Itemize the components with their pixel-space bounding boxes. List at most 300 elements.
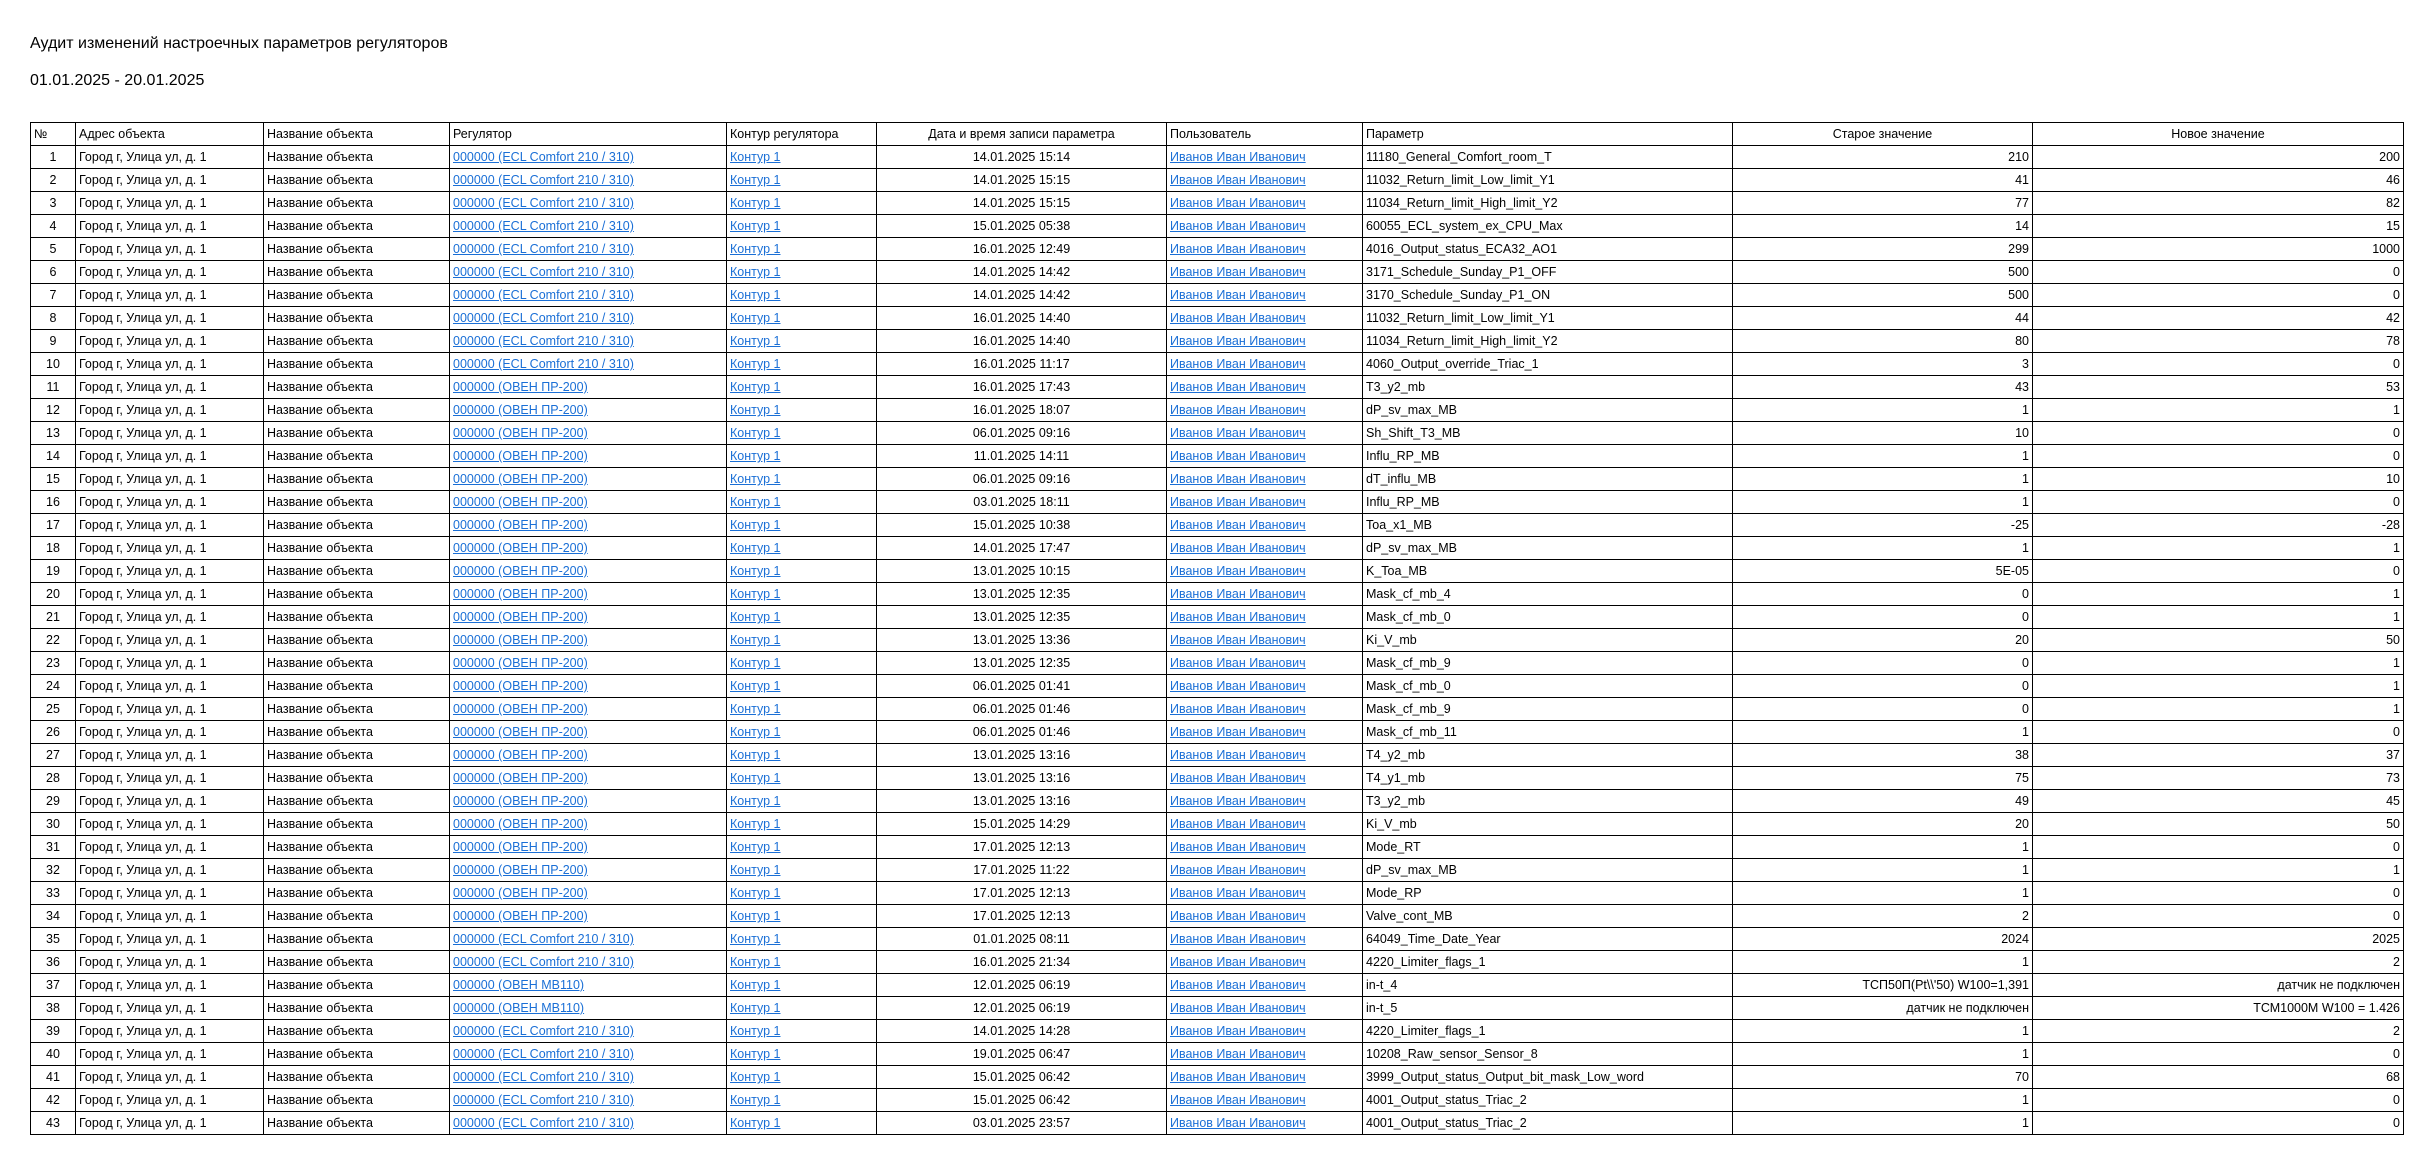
contour-link[interactable]: Контур 1 (730, 587, 781, 601)
contour-link[interactable]: Контур 1 (730, 426, 781, 440)
regulator-link[interactable]: 000000 (ОВЕН ПР-200) (453, 426, 588, 440)
contour-link[interactable]: Контур 1 (730, 840, 781, 854)
user-link[interactable]: Иванов Иван Иванович (1170, 541, 1306, 555)
regulator-link[interactable]: 000000 (ОВЕН ПР-200) (453, 909, 588, 923)
new-value-cell: 1 (2033, 652, 2404, 675)
regulator-link[interactable]: 000000 (ОВЕН ПР-200) (453, 472, 588, 486)
object-address-cell: Город г, Улица ул, д. 1 (76, 951, 264, 974)
contour-link-cell (727, 606, 877, 629)
regulator-link[interactable]: 000000 (ECL Comfort 210 / 310) (453, 955, 634, 969)
contour-link[interactable]: Контур 1 (730, 1070, 781, 1084)
user-link-cell (1167, 790, 1363, 813)
user-link[interactable]: Иванов Иван Иванович (1170, 495, 1306, 509)
user-link[interactable]: Иванов Иван Иванович (1170, 265, 1306, 279)
object-address-cell: Город г, Улица ул, д. 1 (76, 353, 264, 376)
regulator-link[interactable]: 000000 (ECL Comfort 210 / 310) (453, 219, 634, 233)
report-title: Аудит изменений настроечных параметров регуляторов (30, 35, 448, 52)
contour-link[interactable]: Контур 1 (730, 886, 781, 900)
row-number-cell: 29 (31, 790, 76, 813)
regulator-link[interactable]: 000000 (ECL Comfort 210 / 310) (453, 1047, 634, 1061)
regulator-link-cell (450, 675, 727, 698)
object-name-cell: Название объекта (264, 560, 450, 583)
regulator-link[interactable]: 000000 (ECL Comfort 210 / 310) (453, 334, 634, 348)
user-link[interactable]: Иванов Иван Иванович (1170, 357, 1306, 371)
old-value-cell: 38 (1733, 744, 2033, 767)
user-link[interactable]: Иванов Иван Иванович (1170, 863, 1306, 877)
record-datetime-cell: 14.01.2025 15:15 (877, 192, 1167, 215)
contour-link[interactable]: Контур 1 (730, 219, 781, 233)
object-address-cell: Город г, Улица ул, д. 1 (76, 1020, 264, 1043)
contour-link[interactable]: Контур 1 (730, 794, 781, 808)
object-name-cell: Название объекта (264, 744, 450, 767)
user-link-cell (1167, 882, 1363, 905)
regulator-link[interactable]: 000000 (ECL Comfort 210 / 310) (453, 288, 634, 302)
table-row (31, 882, 2404, 905)
regulator-link[interactable]: 000000 (ECL Comfort 210 / 310) (453, 1024, 634, 1038)
regulator-link[interactable]: 000000 (ОВЕН ПР-200) (453, 541, 588, 555)
contour-link[interactable]: Контур 1 (730, 472, 781, 486)
regulator-link[interactable]: 000000 (ECL Comfort 210 / 310) (453, 311, 634, 325)
contour-link-cell (727, 215, 877, 238)
contour-link[interactable]: Контур 1 (730, 196, 781, 210)
user-link[interactable]: Иванов Иван Иванович (1170, 587, 1306, 601)
user-link[interactable]: Иванов Иван Иванович (1170, 242, 1306, 256)
contour-link[interactable]: Контур 1 (730, 1093, 781, 1107)
object-name-cell: Название объекта (264, 537, 450, 560)
new-value-cell: 37 (2033, 744, 2404, 767)
contour-link-cell (727, 859, 877, 882)
user-link[interactable]: Иванов Иван Иванович (1170, 909, 1306, 923)
contour-link[interactable]: Контур 1 (730, 1001, 781, 1015)
regulator-link[interactable]: 000000 (ОВЕН ПР-200) (453, 495, 588, 509)
object-name-cell: Название объекта (264, 261, 450, 284)
record-datetime-cell: 11.01.2025 14:11 (877, 445, 1167, 468)
contour-link-cell (727, 146, 877, 169)
user-link-cell (1167, 583, 1363, 606)
object-name-cell: Название объекта (264, 169, 450, 192)
contour-link-cell (727, 468, 877, 491)
old-value-cell: 1 (1733, 491, 2033, 514)
old-value-cell: 70 (1733, 1066, 2033, 1089)
user-link-cell (1167, 330, 1363, 353)
contour-link[interactable]: Контур 1 (730, 633, 781, 647)
user-link-cell (1167, 560, 1363, 583)
table-row (31, 307, 2404, 330)
object-address-cell: Город г, Улица ул, д. 1 (76, 1043, 264, 1066)
contour-link[interactable]: Контур 1 (730, 541, 781, 555)
contour-link-cell (727, 1112, 877, 1135)
regulator-link[interactable]: 000000 (ECL Comfort 210 / 310) (453, 357, 634, 371)
user-link-cell (1167, 813, 1363, 836)
row-number-cell: 20 (31, 583, 76, 606)
table-row (31, 928, 2404, 951)
user-link[interactable]: Иванов Иван Иванович (1170, 173, 1306, 187)
user-link-cell (1167, 537, 1363, 560)
contour-link[interactable]: Контур 1 (730, 610, 781, 624)
contour-link[interactable]: Контур 1 (730, 656, 781, 670)
parameter-name-cell: Ki_V_mb (1363, 813, 1733, 836)
parameter-name-cell: 11032_Return_limit_Low_limit_Y1 (1363, 307, 1733, 330)
table-row (31, 744, 2404, 767)
regulator-link-cell (450, 997, 727, 1020)
table-row (31, 836, 2404, 859)
contour-link[interactable]: Контур 1 (730, 978, 781, 992)
user-link-cell (1167, 146, 1363, 169)
new-value-cell: 0 (2033, 905, 2404, 928)
new-value-cell: 1 (2033, 583, 2404, 606)
table-row (31, 767, 2404, 790)
user-link[interactable]: Иванов Иван Иванович (1170, 656, 1306, 670)
contour-link[interactable]: Контур 1 (730, 771, 781, 785)
record-datetime-cell: 16.01.2025 17:43 (877, 376, 1167, 399)
user-link[interactable]: Иванов Иван Иванович (1170, 311, 1306, 325)
object-address-cell: Город г, Улица ул, д. 1 (76, 767, 264, 790)
user-link[interactable]: Иванов Иван Иванович (1170, 472, 1306, 486)
object-address-cell: Город г, Улица ул, д. 1 (76, 698, 264, 721)
header-new-value: Новое значение (2033, 123, 2404, 146)
user-link[interactable]: Иванов Иван Иванович (1170, 288, 1306, 302)
parameter-name-cell: Mask_cf_mb_9 (1363, 698, 1733, 721)
user-link[interactable]: Иванов Иван Иванович (1170, 403, 1306, 417)
old-value-cell: 44 (1733, 307, 2033, 330)
regulator-link[interactable]: 000000 (ОВЕН ПР-200) (453, 725, 588, 739)
regulator-link[interactable]: 000000 (ОВЕН ПР-200) (453, 679, 588, 693)
table-row (31, 146, 2404, 169)
user-link[interactable]: Иванов Иван Иванович (1170, 978, 1306, 992)
contour-link[interactable]: Контур 1 (730, 932, 781, 946)
regulator-link[interactable]: 000000 (ECL Comfort 210 / 310) (453, 1070, 634, 1084)
user-link-cell (1167, 698, 1363, 721)
user-link[interactable]: Иванов Иван Иванович (1170, 932, 1306, 946)
table-row (31, 790, 2404, 813)
regulator-link-cell (450, 951, 727, 974)
regulator-link[interactable]: 000000 (ECL Comfort 210 / 310) (453, 265, 634, 279)
old-value-cell: 1 (1733, 951, 2033, 974)
user-link-cell (1167, 629, 1363, 652)
object-address-cell: Город г, Улица ул, д. 1 (76, 284, 264, 307)
user-link[interactable]: Иванов Иван Иванович (1170, 1116, 1306, 1130)
user-link[interactable]: Иванов Иван Иванович (1170, 840, 1306, 854)
contour-link[interactable]: Контур 1 (730, 679, 781, 693)
table-row (31, 399, 2404, 422)
table-row (31, 491, 2404, 514)
contour-link-cell (727, 1043, 877, 1066)
regulator-link[interactable]: 000000 (ECL Comfort 210 / 310) (453, 196, 634, 210)
user-link[interactable]: Иванов Иван Иванович (1170, 771, 1306, 785)
new-value-cell: 2025 (2033, 928, 2404, 951)
table-row (31, 468, 2404, 491)
user-link[interactable]: Иванов Иван Иванович (1170, 150, 1306, 164)
user-link[interactable]: Иванов Иван Иванович (1170, 380, 1306, 394)
contour-link[interactable]: Контур 1 (730, 357, 781, 371)
regulator-link[interactable]: 000000 (ОВЕН ПР-200) (453, 794, 588, 808)
table-row (31, 721, 2404, 744)
object-address-cell: Город г, Улица ул, д. 1 (76, 560, 264, 583)
contour-link[interactable]: Контур 1 (730, 173, 781, 187)
new-value-cell: 0 (2033, 445, 2404, 468)
user-link[interactable]: Иванов Иван Иванович (1170, 633, 1306, 647)
contour-link[interactable]: Контур 1 (730, 564, 781, 578)
regulator-link[interactable]: 000000 (ECL Comfort 210 / 310) (453, 150, 634, 164)
row-number-cell: 8 (31, 307, 76, 330)
old-value-cell: 299 (1733, 238, 2033, 261)
record-datetime-cell: 17.01.2025 11:22 (877, 859, 1167, 882)
contour-link[interactable]: Контур 1 (730, 909, 781, 923)
old-value-cell: 1 (1733, 859, 2033, 882)
regulator-link[interactable]: 000000 (ОВЕН ПР-200) (453, 817, 588, 831)
regulator-link-cell (450, 1112, 727, 1135)
old-value-cell: 5E-05 (1733, 560, 2033, 583)
regulator-link[interactable]: 000000 (ОВЕН ПР-200) (453, 610, 588, 624)
user-link[interactable]: Иванов Иван Иванович (1170, 610, 1306, 624)
user-link[interactable]: Иванов Иван Иванович (1170, 702, 1306, 716)
regulator-link-cell (450, 767, 727, 790)
regulator-link-cell (450, 928, 727, 951)
row-number-cell: 43 (31, 1112, 76, 1135)
user-link[interactable]: Иванов Иван Иванович (1170, 1001, 1306, 1015)
table-row (31, 215, 2404, 238)
row-number-cell: 40 (31, 1043, 76, 1066)
row-number-cell: 37 (31, 974, 76, 997)
object-name-cell: Название объекта (264, 652, 450, 675)
regulator-link[interactable]: 000000 (ОВЕН МВ110) (453, 978, 585, 992)
contour-link[interactable]: Контур 1 (730, 702, 781, 716)
parameter-name-cell: dP_sv_max_MB (1363, 399, 1733, 422)
object-address-cell: Город г, Улица ул, д. 1 (76, 491, 264, 514)
record-datetime-cell: 17.01.2025 12:13 (877, 882, 1167, 905)
user-link-cell (1167, 491, 1363, 514)
object-address-cell: Город г, Улица ул, д. 1 (76, 376, 264, 399)
user-link[interactable]: Иванов Иван Иванович (1170, 449, 1306, 463)
regulator-link[interactable]: 000000 (ОВЕН ПР-200) (453, 840, 588, 854)
contour-link-cell (727, 353, 877, 376)
user-link[interactable]: Иванов Иван Иванович (1170, 748, 1306, 762)
contour-link-cell (727, 698, 877, 721)
regulator-link[interactable]: 000000 (ОВЕН ПР-200) (453, 702, 588, 716)
object-name-cell: Название объекта (264, 330, 450, 353)
user-link[interactable]: Иванов Иван Иванович (1170, 219, 1306, 233)
object-name-cell: Название объекта (264, 514, 450, 537)
regulator-link[interactable]: 000000 (ОВЕН ПР-200) (453, 748, 588, 762)
contour-link[interactable]: Контур 1 (730, 1024, 781, 1038)
row-number-cell: 38 (31, 997, 76, 1020)
regulator-link[interactable]: 000000 (ECL Comfort 210 / 310) (453, 1093, 634, 1107)
user-link-cell (1167, 859, 1363, 882)
record-datetime-cell: 12.01.2025 06:19 (877, 974, 1167, 997)
contour-link[interactable]: Контур 1 (730, 1116, 781, 1130)
row-number-cell: 28 (31, 767, 76, 790)
object-name-cell: Название объекта (264, 790, 450, 813)
row-number-cell: 35 (31, 928, 76, 951)
user-link-cell (1167, 422, 1363, 445)
user-link[interactable]: Иванов Иван Иванович (1170, 564, 1306, 578)
contour-link[interactable]: Контур 1 (730, 495, 781, 509)
user-link[interactable]: Иванов Иван Иванович (1170, 196, 1306, 210)
contour-link[interactable]: Контур 1 (730, 518, 781, 532)
regulator-link-cell (450, 192, 727, 215)
regulator-link-cell (450, 169, 727, 192)
user-link-cell (1167, 1066, 1363, 1089)
contour-link-cell (727, 192, 877, 215)
contour-link[interactable]: Контур 1 (730, 449, 781, 463)
record-datetime-cell: 14.01.2025 14:42 (877, 261, 1167, 284)
contour-link[interactable]: Контур 1 (730, 863, 781, 877)
user-link-cell (1167, 928, 1363, 951)
regulator-link[interactable]: 000000 (ОВЕН ПР-200) (453, 518, 588, 532)
new-value-cell: 0 (2033, 491, 2404, 514)
regulator-link[interactable]: 000000 (ECL Comfort 210 / 310) (453, 1116, 634, 1130)
contour-link[interactable]: Контур 1 (730, 265, 781, 279)
table-row (31, 192, 2404, 215)
regulator-link-cell (450, 261, 727, 284)
regulator-link-cell (450, 307, 727, 330)
parameter-name-cell: 11032_Return_limit_Low_limit_Y1 (1363, 169, 1733, 192)
regulator-link[interactable]: 000000 (ECL Comfort 210 / 310) (453, 932, 634, 946)
user-link-cell (1167, 721, 1363, 744)
new-value-cell: 46 (2033, 169, 2404, 192)
user-link[interactable]: Иванов Иван Иванович (1170, 886, 1306, 900)
parameter-name-cell: 4060_Output_override_Triac_1 (1363, 353, 1733, 376)
record-datetime-cell: 13.01.2025 12:35 (877, 652, 1167, 675)
object-address-cell: Город г, Улица ул, д. 1 (76, 675, 264, 698)
contour-link[interactable]: Контур 1 (730, 380, 781, 394)
contour-link-cell (727, 951, 877, 974)
parameter-name-cell: 11034_Return_limit_High_limit_Y2 (1363, 192, 1733, 215)
user-link[interactable]: Иванов Иван Иванович (1170, 817, 1306, 831)
user-link[interactable]: Иванов Иван Иванович (1170, 794, 1306, 808)
table-row (31, 514, 2404, 537)
row-number-cell: 32 (31, 859, 76, 882)
old-value-cell: 1 (1733, 445, 2033, 468)
regulator-link[interactable]: 000000 (ОВЕН ПР-200) (453, 863, 588, 877)
parameter-name-cell: Mask_cf_mb_11 (1363, 721, 1733, 744)
user-link[interactable]: Иванов Иван Иванович (1170, 679, 1306, 693)
parameter-name-cell: T4_y2_mb (1363, 744, 1733, 767)
old-value-cell: 77 (1733, 192, 2033, 215)
old-value-cell: 1 (1733, 721, 2033, 744)
object-address-cell: Город г, Улица ул, д. 1 (76, 905, 264, 928)
regulator-link-cell (450, 905, 727, 928)
parameter-name-cell: 4220_Limiter_flags_1 (1363, 1020, 1733, 1043)
user-link[interactable]: Иванов Иван Иванович (1170, 1047, 1306, 1061)
user-link[interactable]: Иванов Иван Иванович (1170, 334, 1306, 348)
regulator-link-cell (450, 468, 727, 491)
parameter-name-cell: Mask_cf_mb_4 (1363, 583, 1733, 606)
regulator-link-cell (450, 422, 727, 445)
new-value-cell: 1 (2033, 399, 2404, 422)
regulator-link-cell (450, 445, 727, 468)
user-link[interactable]: Иванов Иван Иванович (1170, 518, 1306, 532)
old-value-cell: 20 (1733, 629, 2033, 652)
user-link[interactable]: Иванов Иван Иванович (1170, 955, 1306, 969)
old-value-cell: 500 (1733, 284, 2033, 307)
report-period: 01.01.2025 - 20.01.2025 (30, 72, 205, 89)
regulator-link[interactable]: 000000 (ОВЕН ПР-200) (453, 656, 588, 670)
regulator-link-cell (450, 859, 727, 882)
contour-link-cell (727, 744, 877, 767)
regulator-link[interactable]: 000000 (ОВЕН ПР-200) (453, 564, 588, 578)
parameter-name-cell: Mode_RP (1363, 882, 1733, 905)
user-link[interactable]: Иванов Иван Иванович (1170, 1093, 1306, 1107)
contour-link[interactable]: Контур 1 (730, 955, 781, 969)
contour-link[interactable]: Контур 1 (730, 748, 781, 762)
contour-link-cell (727, 790, 877, 813)
table-row (31, 422, 2404, 445)
object-name-cell: Название объекта (264, 1066, 450, 1089)
contour-link-cell (727, 330, 877, 353)
object-name-cell: Название объекта (264, 767, 450, 790)
regulator-link[interactable]: 000000 (ОВЕН ПР-200) (453, 587, 588, 601)
parameter-name-cell: T3_y2_mb (1363, 376, 1733, 399)
contour-link-cell (727, 882, 877, 905)
contour-link[interactable]: Контур 1 (730, 150, 781, 164)
regulator-link-cell (450, 698, 727, 721)
user-link-cell (1167, 376, 1363, 399)
regulator-link[interactable]: 000000 (ECL Comfort 210 / 310) (453, 242, 634, 256)
regulator-link[interactable]: 000000 (ОВЕН ПР-200) (453, 380, 588, 394)
contour-link-cell (727, 675, 877, 698)
old-value-cell: 3 (1733, 353, 2033, 376)
old-value-cell: 0 (1733, 583, 2033, 606)
regulator-link[interactable]: 000000 (ОВЕН ПР-200) (453, 403, 588, 417)
row-number-cell: 36 (31, 951, 76, 974)
user-link[interactable]: Иванов Иван Иванович (1170, 725, 1306, 739)
old-value-cell: 0 (1733, 652, 2033, 675)
object-name-cell: Название объекта (264, 353, 450, 376)
contour-link[interactable]: Контур 1 (730, 311, 781, 325)
user-link[interactable]: Иванов Иван Иванович (1170, 1024, 1306, 1038)
header-name: Название объекта (264, 123, 450, 146)
table-row (31, 330, 2404, 353)
audit-table-body (31, 146, 2404, 1135)
user-link-cell (1167, 997, 1363, 1020)
regulator-link[interactable]: 000000 (ECL Comfort 210 / 310) (453, 173, 634, 187)
record-datetime-cell: 15.01.2025 06:42 (877, 1089, 1167, 1112)
regulator-link[interactable]: 000000 (ОВЕН ПР-200) (453, 771, 588, 785)
user-link[interactable]: Иванов Иван Иванович (1170, 426, 1306, 440)
contour-link[interactable]: Контур 1 (730, 817, 781, 831)
new-value-cell: 0 (2033, 1089, 2404, 1112)
old-value-cell: 500 (1733, 261, 2033, 284)
record-datetime-cell: 15.01.2025 10:38 (877, 514, 1167, 537)
object-name-cell: Название объекта (264, 238, 450, 261)
object-name-cell: Название объекта (264, 192, 450, 215)
object-address-cell: Город г, Улица ул, д. 1 (76, 836, 264, 859)
regulator-link[interactable]: 000000 (ОВЕН ПР-200) (453, 633, 588, 647)
user-link[interactable]: Иванов Иван Иванович (1170, 1070, 1306, 1084)
old-value-cell: 210 (1733, 146, 2033, 169)
table-row (31, 606, 2404, 629)
contour-link[interactable]: Контур 1 (730, 725, 781, 739)
contour-link-cell (727, 997, 877, 1020)
contour-link[interactable]: Контур 1 (730, 1047, 781, 1061)
regulator-link[interactable]: 000000 (ОВЕН ПР-200) (453, 449, 588, 463)
header-address: Адрес объекта (76, 123, 264, 146)
row-number-cell: 2 (31, 169, 76, 192)
regulator-link[interactable]: 000000 (ОВЕН ПР-200) (453, 886, 588, 900)
contour-link[interactable]: Контур 1 (730, 288, 781, 302)
record-datetime-cell: 01.01.2025 08:11 (877, 928, 1167, 951)
table-row (31, 951, 2404, 974)
parameter-name-cell: dT_influ_MB (1363, 468, 1733, 491)
user-link-cell (1167, 836, 1363, 859)
regulator-link[interactable]: 000000 (ОВЕН МВ110) (453, 1001, 585, 1015)
contour-link-cell (727, 560, 877, 583)
contour-link[interactable]: Контур 1 (730, 334, 781, 348)
contour-link[interactable]: Контур 1 (730, 403, 781, 417)
contour-link-cell (727, 376, 877, 399)
contour-link[interactable]: Контур 1 (730, 242, 781, 256)
